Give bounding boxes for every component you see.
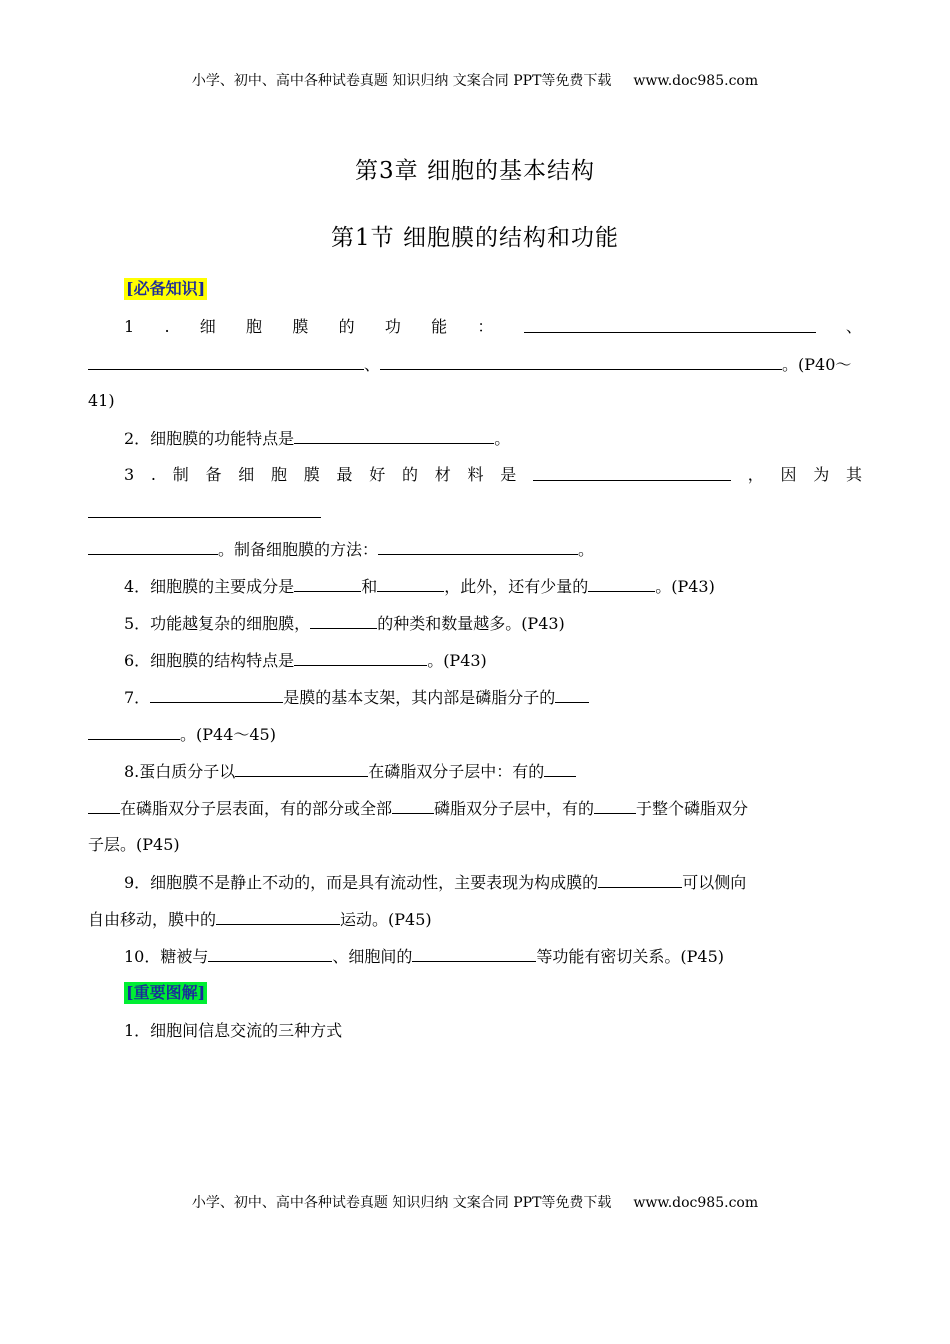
q3-char: 是: [500, 465, 517, 484]
tag-key-diagrams: [重要图解]: [126, 983, 206, 1002]
q7-blank-2a[interactable]: [555, 686, 589, 703]
q1-char: 胞: [246, 317, 263, 336]
q6-blank[interactable]: [294, 649, 427, 666]
q1-line2: [88, 353, 851, 376]
q1-ref: 。(P40～: [782, 355, 852, 374]
q9-blank-1[interactable]: [598, 871, 682, 888]
q8-text-c: 在磷脂双分子层表面，有的部分或全部: [120, 799, 393, 818]
q3-text-b: 。制备细胞膜的方法：: [218, 540, 379, 559]
q6: [124, 649, 487, 672]
header-text: 小学、初中、高中各种试卷真题 知识归纳 文案合同 PPT等免费下载: [191, 73, 612, 89]
q3-blank-2[interactable]: [88, 501, 321, 518]
q10-blank-1[interactable]: [208, 945, 332, 962]
q10-text-b: 、细胞间的: [332, 947, 413, 966]
footer-text: 小学、初中、高中各种试卷真题 知识归纳 文案合同 PPT等免费下载: [191, 1195, 612, 1211]
q3-char: 的: [402, 465, 419, 484]
q8-blank-2a[interactable]: [544, 760, 576, 777]
q8-line3: 子层。(P45): [88, 835, 180, 854]
q1-char: 能: [431, 317, 448, 336]
q5: [124, 612, 565, 635]
header-url[interactable]: www.doc985.com: [633, 73, 759, 89]
q1-char: 的: [338, 317, 355, 336]
q8-line2: [88, 797, 748, 820]
q9-line2: [88, 908, 432, 931]
q1-ref-cont: 41): [88, 391, 115, 410]
q2: [124, 427, 510, 450]
q8-blank-2b[interactable]: [88, 797, 120, 814]
chapter-title: 第3章 细胞的基本结构: [355, 158, 595, 184]
diagram-item-1: 1．细胞间信息交流的三种方式: [124, 1021, 343, 1040]
q3-char: 备: [205, 465, 222, 484]
q2-end: 。: [494, 429, 511, 448]
q4-and: 和: [361, 577, 378, 596]
q3-char: 好: [369, 465, 386, 484]
page-header: [0, 70, 950, 90]
page-footer: [0, 1192, 950, 1212]
q3-char: 制: [172, 465, 189, 484]
q10-blank-2[interactable]: [412, 945, 536, 962]
q3-char: 细: [238, 465, 255, 484]
q10: [124, 945, 724, 968]
q4-ref: 。(P43): [655, 577, 715, 596]
q5-text: 5．功能越复杂的细胞膜，: [124, 614, 311, 633]
q7-blank-1[interactable]: [150, 686, 283, 703]
q9-text-b: 可以侧向: [682, 873, 747, 892]
q9-line1: [124, 871, 746, 894]
q3-line3: [88, 538, 594, 561]
q8-blank-4[interactable]: [594, 797, 636, 814]
q8-blank-1[interactable]: [235, 760, 368, 777]
q8-text-a: 8.蛋白质分子以: [124, 762, 236, 781]
q3-line2: [88, 501, 321, 524]
q7-blank-2b[interactable]: [88, 723, 180, 740]
q2-blank[interactable]: [294, 427, 494, 444]
q3-end: 。: [578, 540, 595, 559]
q6-ref: 。(P43): [427, 651, 487, 670]
q10-text-a: 10．糖被与: [124, 947, 209, 966]
q8-blank-3[interactable]: [392, 797, 434, 814]
q1-line1: [124, 316, 862, 338]
q7-text: 是膜的基本支架，其内部是磷脂分子的: [283, 688, 556, 707]
q3-char: 为: [813, 465, 830, 484]
q9-ref: 运动。(P45): [340, 910, 432, 929]
q10-ref: 等功能有密切关系。(P45): [536, 947, 725, 966]
q2-text: 2．细胞膜的功能特点是: [124, 429, 295, 448]
q3-blank-1[interactable]: [533, 464, 731, 481]
q4: [124, 575, 715, 598]
q7-num: 7．: [124, 688, 151, 707]
q7-ref: 。(P44～45): [180, 725, 276, 744]
q8-text-d: 磷脂双分子层中，有的: [434, 799, 595, 818]
q1-blank-2[interactable]: [88, 353, 364, 370]
q4-blank-1[interactable]: [294, 575, 361, 592]
q3-char: 其: [845, 465, 862, 484]
q3-comma: ，: [747, 465, 764, 484]
q3-char: 胞: [271, 465, 288, 484]
tag-required-knowledge: [必备知识]: [126, 279, 206, 298]
q5-ref: 的种类和数量越多。(P43): [377, 614, 565, 633]
q3-line1: [124, 464, 862, 486]
q9-blank-2[interactable]: [216, 908, 340, 925]
q1-char: ：: [477, 317, 494, 336]
q4-blank-3[interactable]: [588, 575, 655, 592]
footer-url[interactable]: www.doc985.com: [633, 1195, 759, 1211]
q1-char: 膜: [292, 317, 309, 336]
section-title: 第1节 细胞膜的结构和功能: [331, 225, 619, 251]
q3-char: 料: [467, 465, 484, 484]
q7-line2: [88, 723, 276, 746]
q1-char: .: [164, 317, 170, 336]
q4-blank-2[interactable]: [377, 575, 444, 592]
q3-char: .: [150, 465, 157, 484]
q9-text-a: 9．细胞膜不是静止不动的，而是具有流动性，主要表现为构成膜的: [124, 873, 599, 892]
q1-blank-1[interactable]: [524, 316, 816, 333]
q5-blank[interactable]: [310, 612, 377, 629]
q9-text-c: 自由移动，膜中的: [88, 910, 217, 929]
q4-text: 4．细胞膜的主要成分是: [124, 577, 295, 596]
q8-text-e: 于整个磷脂双分: [636, 799, 749, 818]
q3-char: 最: [336, 465, 353, 484]
q8-text-b: 在磷脂双分子层中：有的: [368, 762, 545, 781]
q6-text: 6．细胞膜的结构特点是: [124, 651, 295, 670]
q3-char: 材: [434, 465, 451, 484]
q8-line1: [124, 760, 576, 783]
q1-char: 1: [124, 317, 135, 336]
q1-sep: 、: [845, 317, 862, 336]
q3-blank-4[interactable]: [378, 538, 578, 555]
q1-blank-3[interactable]: [380, 353, 782, 370]
q7-line1: [124, 686, 589, 709]
q1-char: 细: [199, 317, 216, 336]
q1-sep2: 、: [364, 355, 381, 374]
q3-blank-3[interactable]: [88, 538, 218, 555]
q3-char: 3: [124, 465, 135, 484]
q3-char: 因: [780, 465, 797, 484]
q1-char: 功: [384, 317, 401, 336]
q3-char: 膜: [303, 465, 320, 484]
q4-text-c: ，此外，还有少量的: [444, 577, 589, 596]
